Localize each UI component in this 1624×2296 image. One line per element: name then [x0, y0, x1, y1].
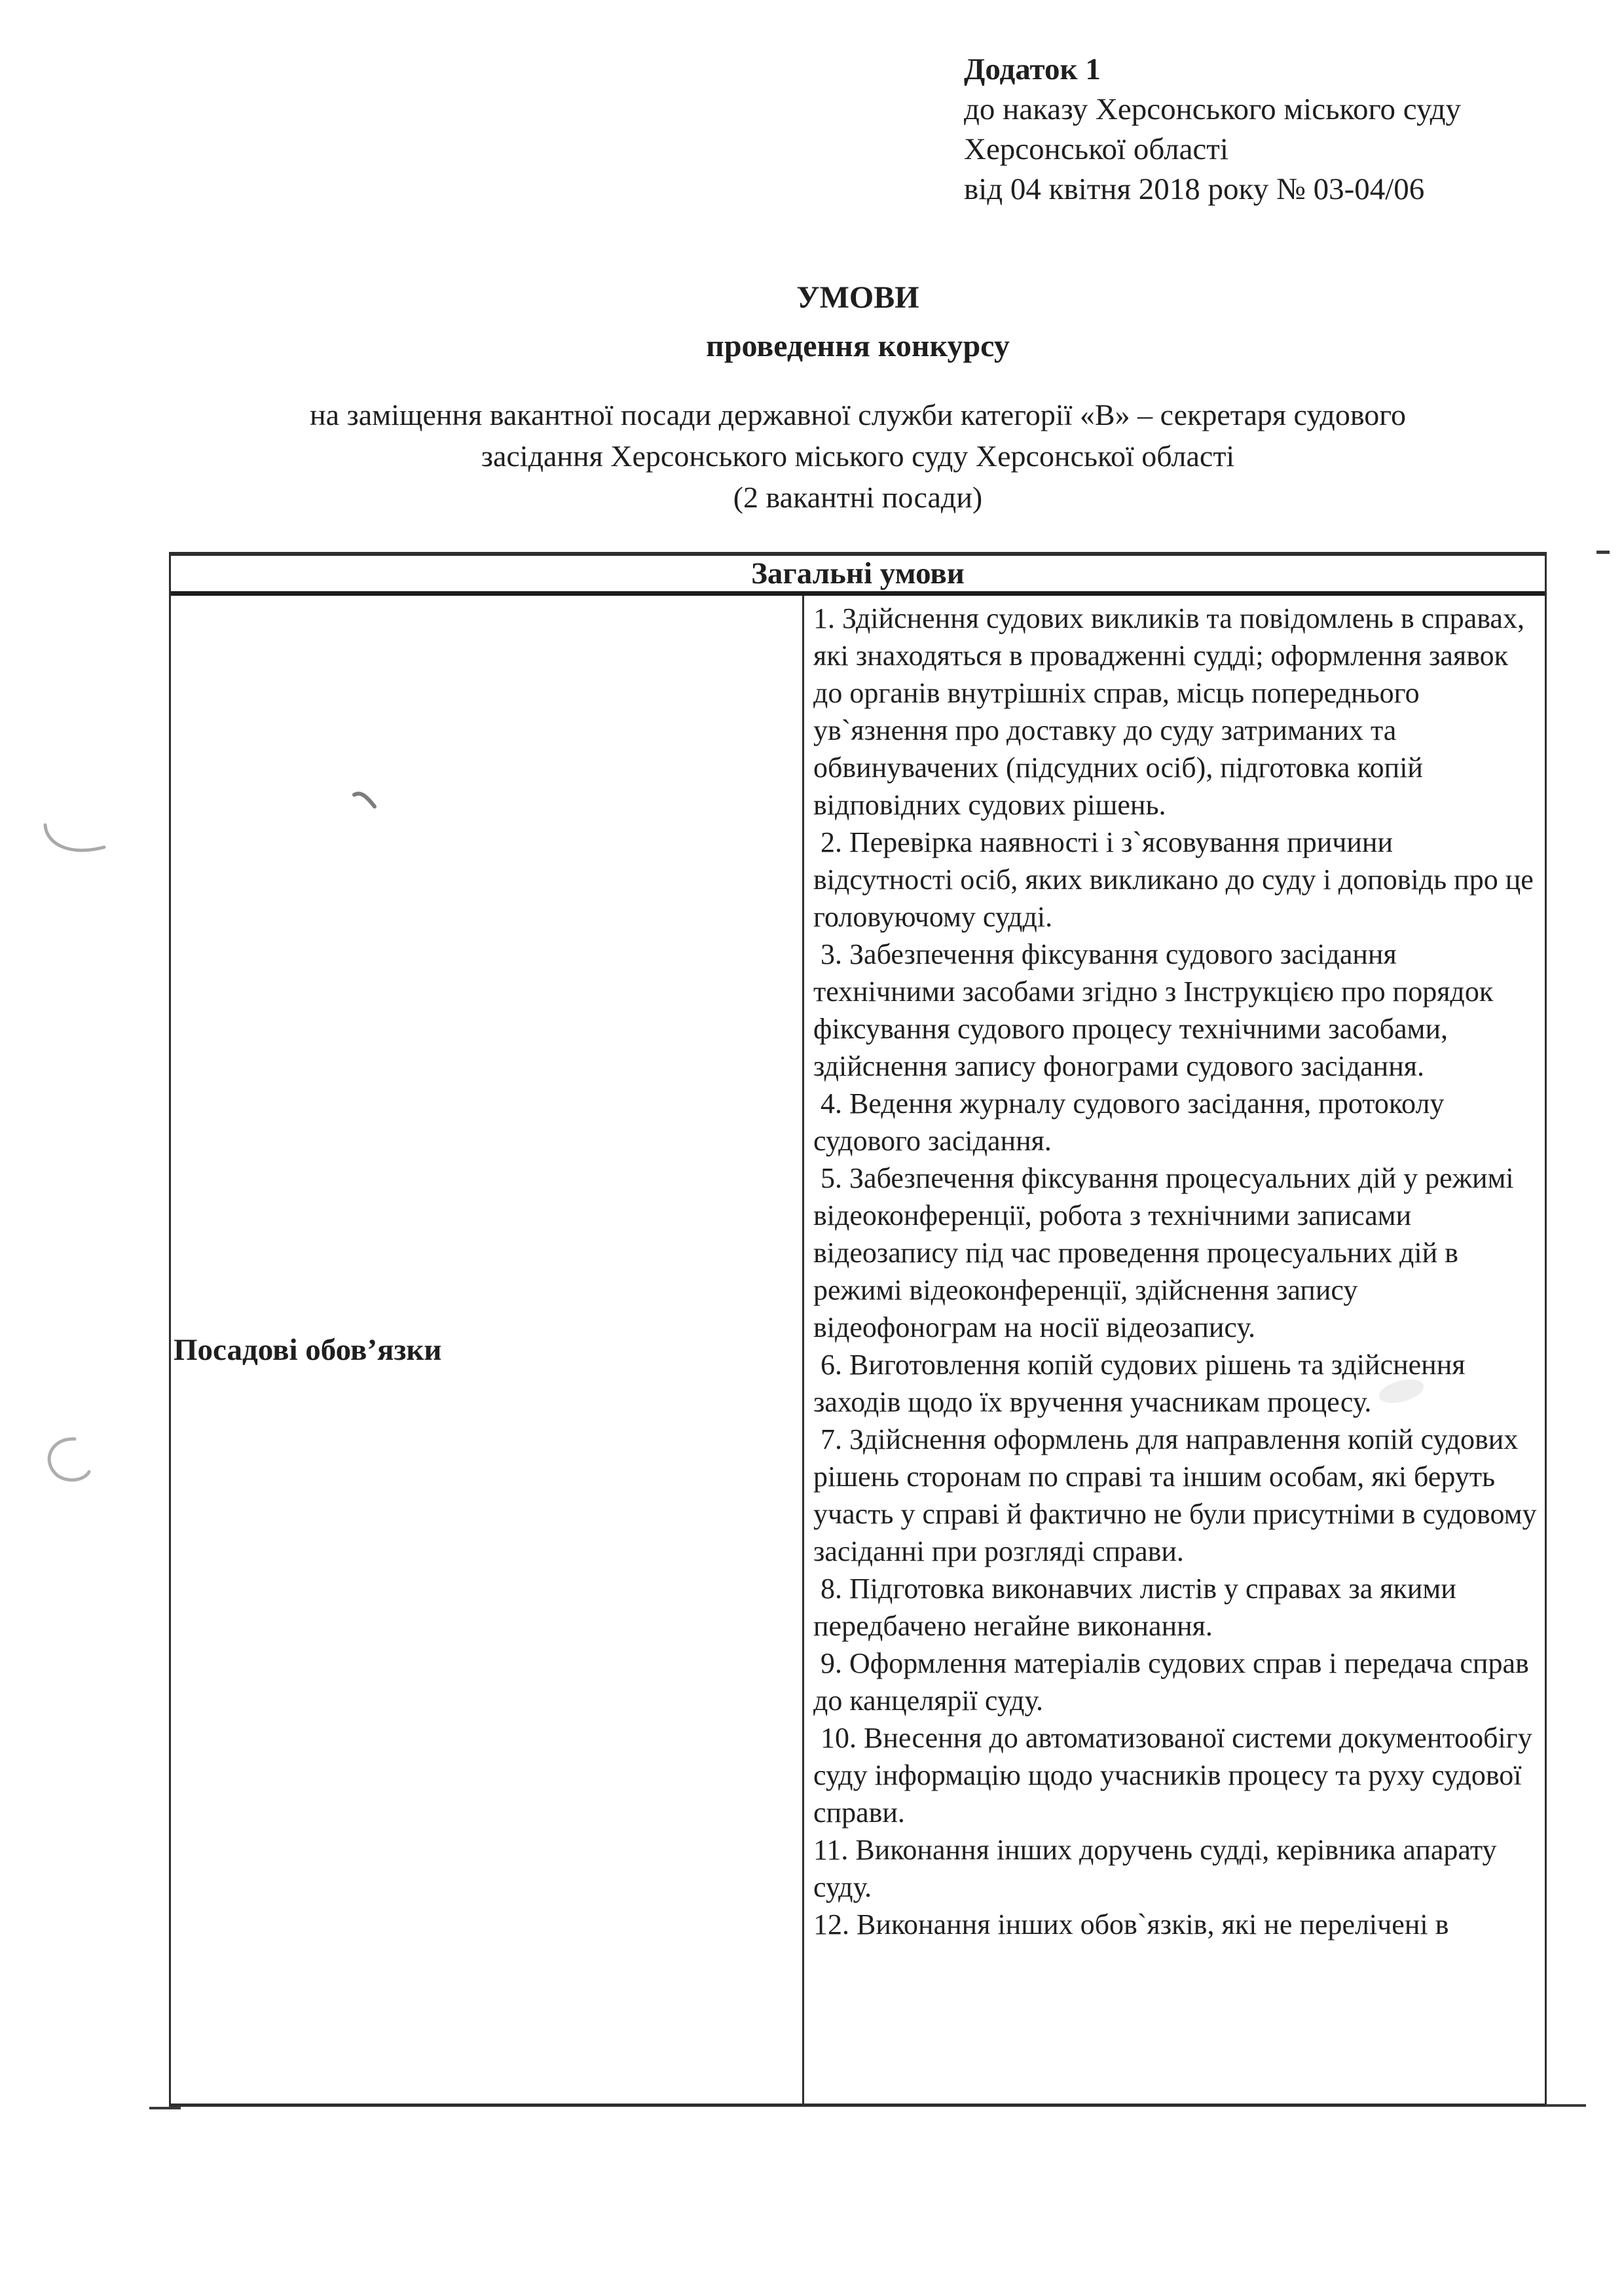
duty-item: 5. Забезпечення фіксування процесуальних дій у режимі відеоконференції, робота з технічними записами відеозапису під час проведення процесуальних дій в режимі відеоконференції, здійснення запису відеофонограм на носії відеозапису.: [813, 1162, 1521, 1343]
row-label-cell: Посадові обов’язки: [171, 596, 804, 2104]
title-line-2: проведення конкурсу: [706, 329, 1010, 363]
scan-mark-curve-1: [36, 818, 115, 864]
duty-item: 1. Здійснення судових викликів та повідомлень в справах, які знаходяться в провадженні судді; оформлення заявок до органів внутрішніх справ, місць попереднього ув`язнення про доставку до суду затриманих та обвинувачених (підсудних осіб), підготовка копій відповідних судових рішень.: [813, 602, 1532, 821]
duty-item: 8. Підготовка виконавчих листів у справах за якими передбачено негайне виконання.: [813, 1573, 1464, 1642]
duty-item: 10. Внесення до автоматизованої системи документообігу суду інформацію щодо учасників процесу та руху судової справи.: [813, 1722, 1540, 1829]
intro-paragraph: [169, 394, 1547, 518]
intro-line-3: (2 вакантні посади): [733, 481, 983, 514]
table-body-row: [171, 596, 1545, 2104]
duty-item: 6. Виготовлення копій судових рішень та здійснення заходів щодо їх вручення учасникам процесу.: [813, 1349, 1473, 1418]
title-line-1: УМОВИ: [796, 280, 919, 315]
scan-mark-curve-2: [34, 1434, 106, 1493]
order-region-line: Херсонської області: [964, 132, 1228, 166]
duties-list: [804, 596, 1545, 2104]
duty-item: 7. Здійснення оформлень для направлення копій судових рішень сторонам по справі та іншим особам, які беруть участь у справі й фактично не були присутніми в судовому засіданні при розгляді справи.: [813, 1423, 1544, 1567]
general-conditions-table: [169, 552, 1547, 2107]
border-speck-top-right: [1596, 551, 1610, 554]
duty-item: 3. Забезпечення фіксування судового засідання технічними засобами згідно з Інструкцією про порядок фіксування судового процесу технічними засобами, здійснення запису фонограми судового засідання.: [813, 938, 1501, 1082]
duty-item: 11. Виконання інших доручень судді, керівника апарату суду.: [813, 1834, 1504, 1903]
appendix-reference: [964, 50, 1461, 210]
intro-line-2: засідання Херсонського міського суду Херсонської області: [481, 439, 1235, 473]
duty-item: 9. Оформлення матеріалів судових справ і передача справ до канцелярії суду.: [813, 1647, 1536, 1717]
order-reference-line: до наказу Херсонського міського суду: [964, 92, 1461, 126]
document-title: [169, 274, 1547, 371]
appendix-number: Додаток 1: [964, 52, 1101, 86]
duty-item: 4. Ведення журналу судового засідання, протоколу судового засідання.: [813, 1087, 1452, 1157]
table-header: Загальні умови: [171, 556, 1545, 596]
border-overhang-right: [1545, 2104, 1586, 2107]
duty-item: 12. Виконання інших обов`язків, які не перелічені в: [813, 1908, 1449, 1941]
border-overhang-left: [149, 2107, 181, 2109]
duty-item: 2. Перевірка наявності і з`ясовування причини відсутності осіб, яких викликано до суду і доповідь про це головуючому судді.: [813, 826, 1541, 933]
order-date-number-line: від 04 квітня 2018 року № 03-04/06: [964, 172, 1425, 206]
intro-line-1: на заміщення вакантної посади державної служби категорії «В» – секретаря судового: [310, 398, 1406, 431]
